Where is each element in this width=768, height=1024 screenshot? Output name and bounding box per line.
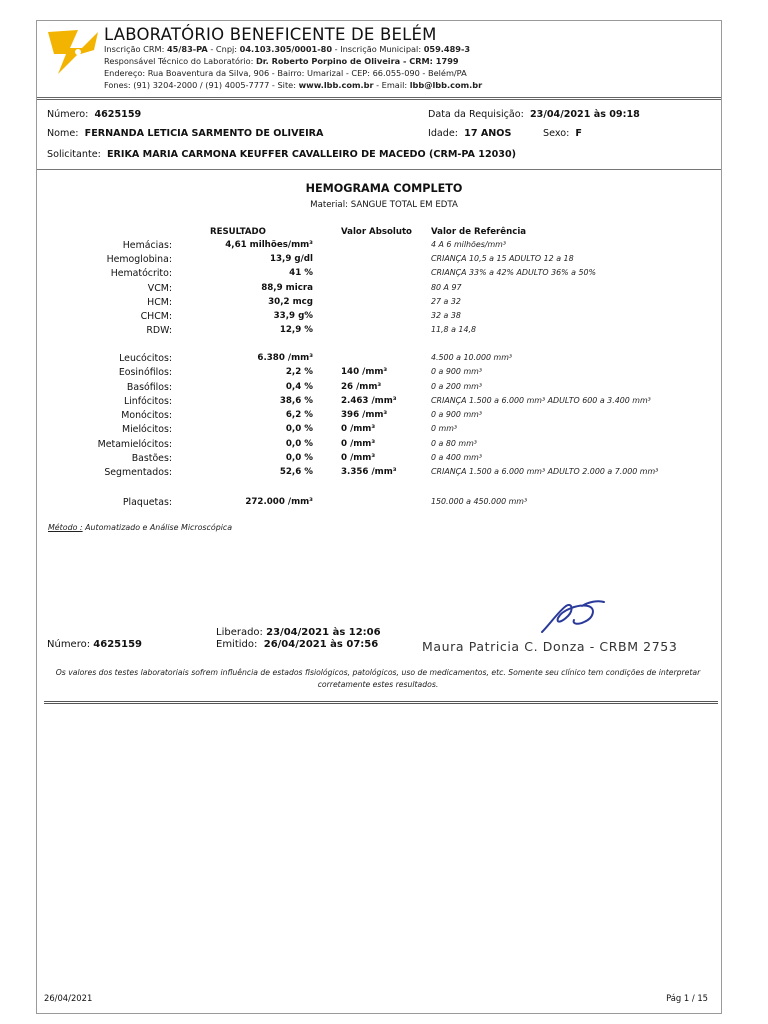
absolute-value: 2.463 /mm³ xyxy=(341,396,397,406)
requester-value: ERIKA MARIA CARMONA KEUFFER CAVALLEIRO DE MACEDO (CRM-PA 12030) xyxy=(106,149,517,160)
requester xyxy=(47,149,516,160)
page-number: Pág 1 / 15 xyxy=(666,993,708,1003)
lab-name: LABORATÓRIO BENEFICENTE DE BELÉM xyxy=(104,25,437,44)
result-label: Segmentados: xyxy=(104,467,172,478)
result-label: Monócitos: xyxy=(121,410,172,421)
result-value: 0,4 % xyxy=(285,382,313,392)
result-value: 0,0 % xyxy=(285,453,313,463)
patient-number-label: Número: xyxy=(47,109,89,120)
issued-at xyxy=(216,639,378,650)
header-segment: 45/83-PA xyxy=(166,44,208,54)
header-segment: Dr. Roberto Porpino de Oliveira - CRM: 1799 xyxy=(256,56,459,66)
reference-value: 80 A 97 xyxy=(431,283,462,292)
reference-value: 0 mm³ xyxy=(431,424,458,433)
header-segment: - Cnpj: xyxy=(207,44,240,54)
result-row xyxy=(0,325,768,339)
result-value: 6,2 % xyxy=(285,410,313,420)
reference-value: CRIANÇA 33% a 42% ADULTO 36% a 50% xyxy=(431,268,597,277)
header-segment: www.lbb.com.br xyxy=(298,80,374,90)
result-row xyxy=(0,453,768,467)
request-date-label: Data da Requisição: xyxy=(428,109,524,120)
result-row xyxy=(0,367,768,381)
header-segment: Inscrição CRM: xyxy=(104,44,167,54)
issued-value: 26/04/2021 às 07:56 xyxy=(263,639,379,650)
reference-value: CRIANÇA 1.500 a 6.000 mm³ ADULTO 600 a 3.400 mm³ xyxy=(431,396,651,405)
result-value: 33,9 g% xyxy=(273,311,313,321)
result-label: RDW: xyxy=(146,325,172,336)
patient-name xyxy=(47,128,323,139)
result-label: Mielócitos: xyxy=(121,424,172,435)
result-label: Basófilos: xyxy=(126,382,172,393)
result-label: Bastões: xyxy=(131,453,172,464)
lab-logo xyxy=(44,26,100,76)
header-segment: Responsável Técnico do Laboratório: xyxy=(104,56,256,66)
result-label: VCM: xyxy=(147,283,172,294)
absolute-value: 396 /mm³ xyxy=(341,410,388,420)
patient-divider xyxy=(37,169,721,170)
header-segment: lbb@lbb.com.br xyxy=(409,80,483,90)
patient-name-label: Nome: xyxy=(47,128,79,139)
result-value: 13,9 g/dl xyxy=(269,254,313,264)
requester-label: Solicitante: xyxy=(47,149,101,160)
result-value: 2,2 % xyxy=(285,367,313,377)
column-header-absolute: Valor Absoluto xyxy=(341,227,412,237)
reference-value: 150.000 a 450.000 mm³ xyxy=(431,497,528,506)
patient-sex xyxy=(543,128,582,139)
absolute-value: 3.356 /mm³ xyxy=(341,467,397,477)
lab-address-line xyxy=(104,68,467,78)
lab-responsible-line xyxy=(104,56,459,66)
result-label: Metamielócitos: xyxy=(97,439,172,450)
result-row xyxy=(0,311,768,325)
result-row xyxy=(0,353,768,367)
header-segment: - Inscrição Municipal: xyxy=(332,44,424,54)
patient-name-value: FERNANDA LETICIA SARMENTO DE OLIVEIRA xyxy=(84,128,324,139)
patient-age xyxy=(428,128,511,139)
issued-label: Emitido: xyxy=(216,639,258,650)
absolute-value: 26 /mm³ xyxy=(341,382,382,392)
released-at xyxy=(216,627,381,638)
result-label: Hemoglobina: xyxy=(106,254,172,265)
method-label: Método : xyxy=(48,523,83,532)
result-row xyxy=(0,240,768,254)
result-value: 6.380 /mm³ xyxy=(257,353,313,363)
result-label: Plaquetas: xyxy=(122,497,172,508)
header-segment: Endereço: Rua Boaventura da Silva, 906 - Bairro: Umarizal - CEP: 66.055-090 - Belém/PA xyxy=(104,68,467,78)
reference-value: CRIANÇA 1.500 a 6.000 mm³ ADULTO 2.000 a 7.000 mm³ xyxy=(431,467,659,476)
result-value: 0,0 % xyxy=(285,424,313,434)
reference-value: 0 a 900 mm³ xyxy=(431,367,482,376)
result-value: 41 % xyxy=(289,268,313,278)
reference-value: 0 a 200 mm³ xyxy=(431,382,482,391)
header-segment: - Email: xyxy=(373,80,410,90)
lab-contact-line xyxy=(104,80,482,90)
request-date xyxy=(428,109,640,120)
result-value: 0,0 % xyxy=(285,439,313,449)
result-label: CHCM: xyxy=(140,311,172,322)
release-number-label: Número: xyxy=(47,639,91,650)
reference-value: 11,8 a 14,8 xyxy=(431,325,476,334)
patient-sex-label: Sexo: xyxy=(543,128,570,139)
result-label: Eosinófilos: xyxy=(118,367,172,378)
result-value: 88,9 micra xyxy=(261,283,313,293)
result-row xyxy=(0,439,768,453)
patient-number xyxy=(47,109,141,120)
result-row xyxy=(0,382,768,396)
exam-material: Material: SANGUE TOTAL EM EDTA xyxy=(310,200,458,210)
reference-value: 4 A 6 milhões/mm³ xyxy=(431,240,507,249)
result-label: HCM: xyxy=(147,297,172,308)
patient-age-value: 17 ANOS xyxy=(464,128,512,139)
reference-value: 4.500 a 10.000 mm³ xyxy=(431,353,513,362)
reference-value: 32 a 38 xyxy=(431,311,461,320)
release-number xyxy=(47,639,142,650)
released-value: 23/04/2021 às 12:06 xyxy=(266,627,381,638)
lab-registration-line xyxy=(104,44,470,54)
request-date-value: 23/04/2021 às 09:18 xyxy=(529,109,640,120)
signer-name: Maura Patricia C. Donza - CRBM 2753 xyxy=(422,639,678,654)
signature-scribble xyxy=(538,598,610,638)
result-row xyxy=(0,297,768,311)
reference-value: 27 a 32 xyxy=(431,297,461,306)
result-label: Hematócrito: xyxy=(110,268,172,279)
result-value: 4,61 milhões/mm³ xyxy=(225,240,313,250)
patient-number-value: 4625159 xyxy=(94,109,142,120)
result-label: Hemácias: xyxy=(122,240,172,251)
header-segment: 04.103.305/0001-80 xyxy=(239,44,333,54)
result-row xyxy=(0,254,768,268)
result-value: 272.000 /mm³ xyxy=(245,497,313,507)
disclaimer-note: Os valores dos testes laboratoriais sofrem influência de estados fisiológicos, patológicos, uso de medicamentos, etc. Somente seu clínico tem condições de interpretar corretamente estes resultados. xyxy=(55,668,701,689)
result-row xyxy=(0,497,768,511)
reference-value: 0 a 400 mm³ xyxy=(431,453,482,462)
patient-sex-value: F xyxy=(575,128,582,139)
result-value: 38,6 % xyxy=(279,396,313,406)
result-row xyxy=(0,268,768,282)
header-segment: 059.489-3 xyxy=(423,44,471,54)
result-label: Leucócitos: xyxy=(119,353,172,364)
patient-age-label: Idade: xyxy=(428,128,459,139)
result-row xyxy=(0,396,768,410)
result-row xyxy=(0,424,768,438)
released-label: Liberado: xyxy=(216,627,263,638)
result-row xyxy=(0,283,768,297)
release-number-value: 4625159 xyxy=(93,639,142,650)
header-segment: Fones: (91) 3204-2000 / (91) 4005-7777 - Site: xyxy=(104,80,299,90)
reference-value: 0 a 80 mm³ xyxy=(431,439,477,448)
column-header-result: RESULTADO xyxy=(210,227,266,237)
result-label: Linfócitos: xyxy=(123,396,172,407)
exam-title: HEMOGRAMA COMPLETO xyxy=(305,182,463,195)
method-line xyxy=(48,523,232,532)
result-value: 30,2 mcg xyxy=(268,297,313,307)
header-divider xyxy=(37,97,721,100)
method-value: Automatizado e Análise Microscópica xyxy=(82,523,233,532)
reference-value: CRIANÇA 10,5 a 15 ADULTO 12 a 18 xyxy=(431,254,574,263)
column-header-reference: Valor de Referência xyxy=(431,227,527,237)
footer-date: 26/04/2021 xyxy=(44,993,93,1003)
absolute-value: 0 /mm³ xyxy=(341,424,376,434)
end-divider xyxy=(44,701,718,704)
absolute-value: 140 /mm³ xyxy=(341,367,388,377)
result-row xyxy=(0,467,768,481)
result-value: 52,6 % xyxy=(279,467,313,477)
absolute-value: 0 /mm³ xyxy=(341,439,376,449)
result-value: 12,9 % xyxy=(279,325,313,335)
result-row xyxy=(0,410,768,424)
reference-value: 0 a 900 mm³ xyxy=(431,410,482,419)
absolute-value: 0 /mm³ xyxy=(341,453,376,463)
